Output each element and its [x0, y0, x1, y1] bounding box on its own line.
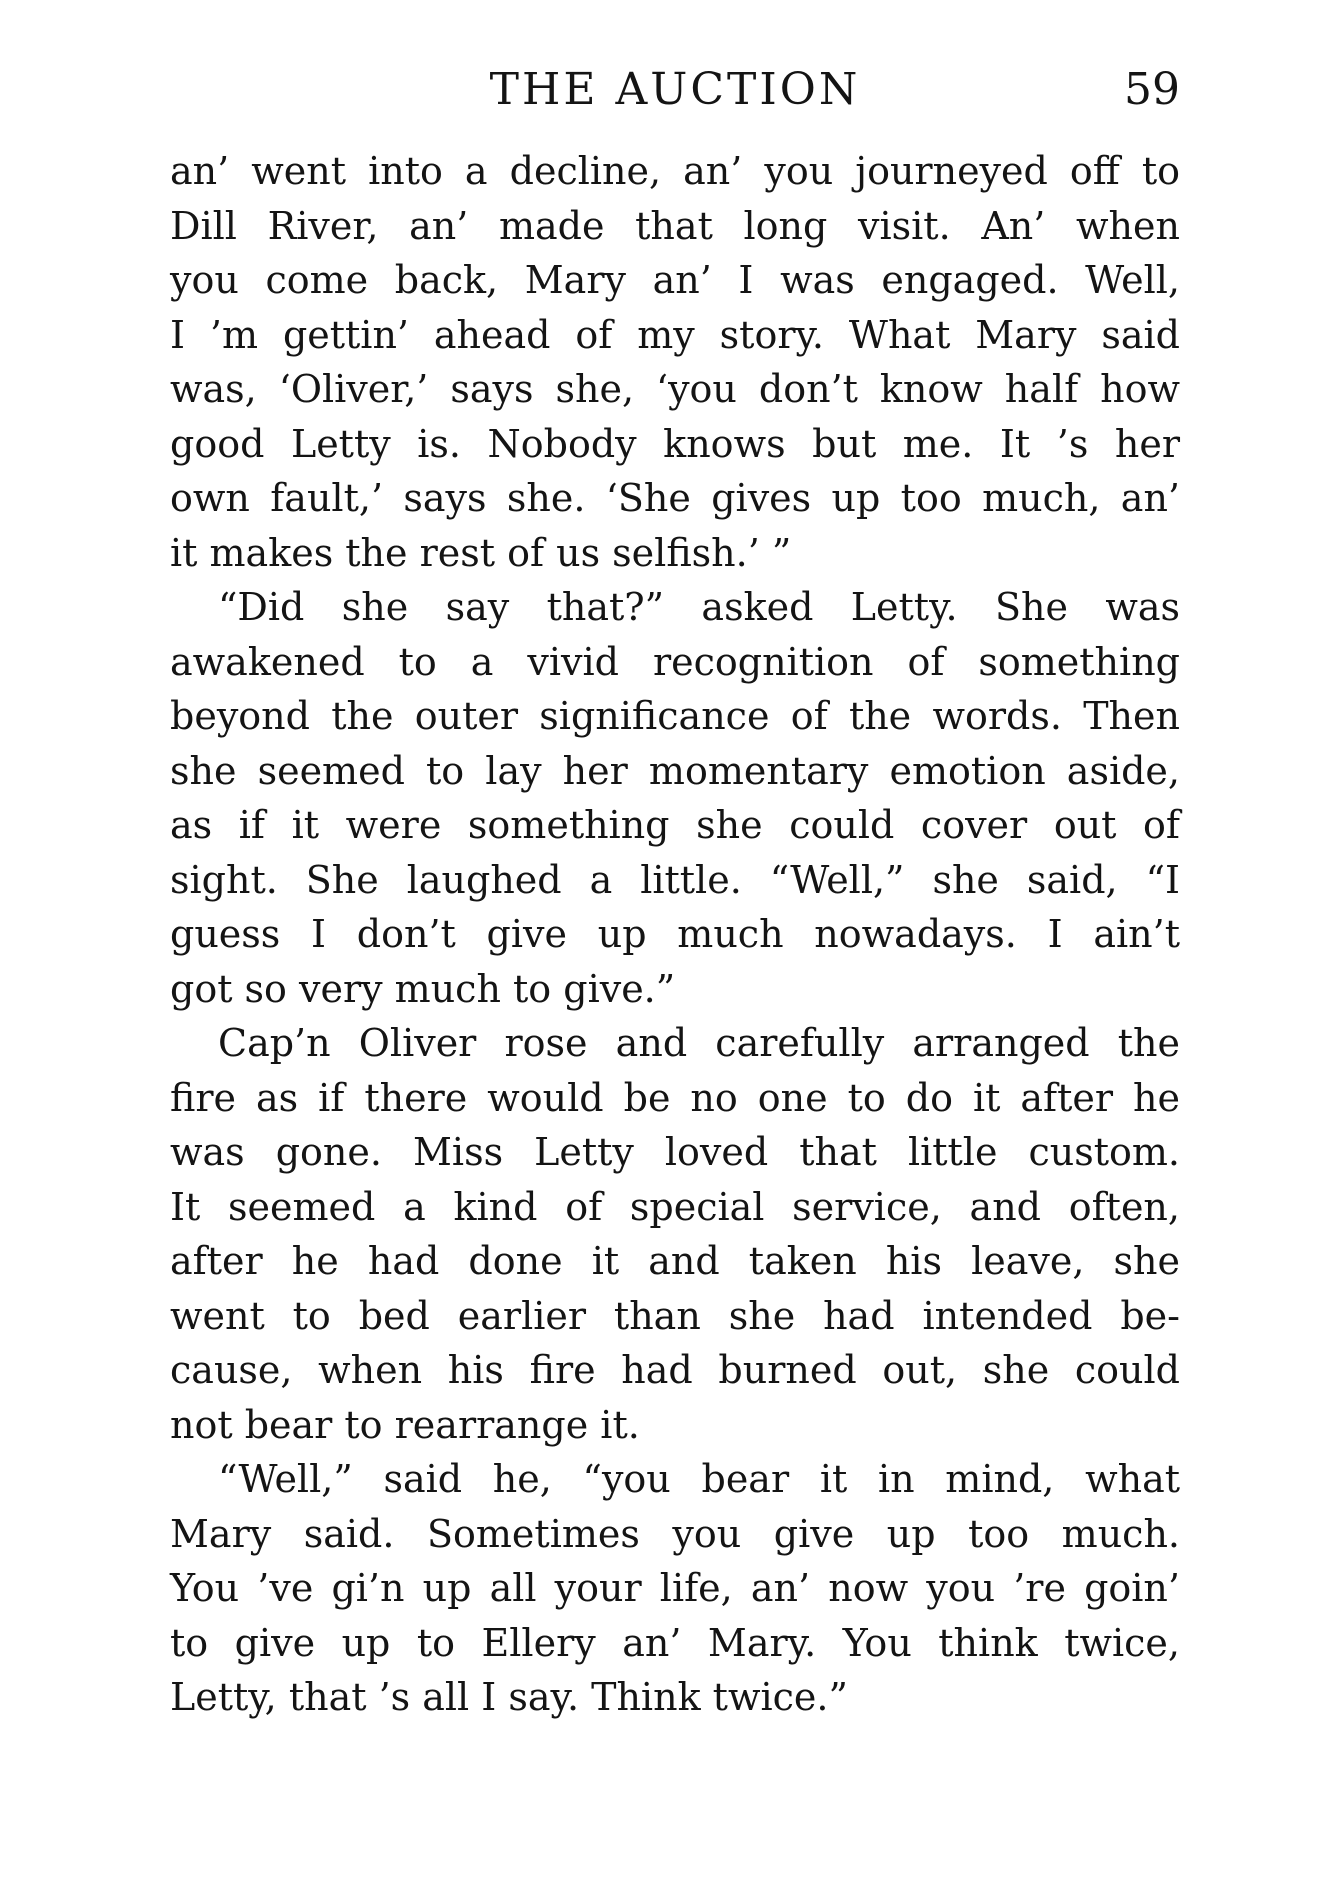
body-text [170, 144, 1180, 1725]
text-line: after he had done it and taken his leave, she [170, 1239, 1180, 1283]
text-line: you come back, Mary an’ I was engaged. Well, [170, 258, 1180, 302]
text-line: sight. She laughed a little. “Well,” she said, “I [170, 857, 1180, 902]
text-line: It seemed a kind of special service, and often, [170, 1184, 1180, 1229]
text-line: Mary said. Sometimes you give up too much. [170, 1511, 1180, 1556]
text-line: as if it were something she could cover out of [170, 803, 1180, 847]
text-line: “Did she say that?” asked Letty. She was [218, 585, 1180, 629]
text-line: not bear to rearrange it. [170, 1402, 640, 1447]
running-title: THE AUCTION [489, 64, 861, 115]
text-line: was, ‘Oliver,’ says she, ‘you don’t know half how [170, 367, 1180, 411]
text-line: got so very much to give.” [170, 966, 676, 1011]
text-line: awakened to a vivid recognition of something [170, 639, 1180, 684]
text-line: an’ went into a decline, an’ you journeyed off to [170, 149, 1180, 193]
text-line: Cap’n Oliver rose and carefully arranged the [218, 1021, 1180, 1065]
page-number: 59 [1124, 64, 1180, 115]
text-line: “Well,” said he, “you bear it in mind, what [218, 1457, 1180, 1501]
running-head [170, 62, 1180, 118]
paragraph-2 [170, 580, 1180, 1016]
text-line: You ’ve gi’n up all your life, an’ now you ’re goin’ [170, 1566, 1180, 1610]
text-line: it makes the rest of us selfish.’ ” [170, 530, 792, 575]
text-line: guess I don’t give up much nowadays. I ain’t [170, 912, 1180, 956]
text-line: beyond the outer significance of the words. Then [170, 694, 1180, 738]
text-line: cause, when his fire had burned out, she could [170, 1348, 1180, 1392]
text-line: to give up to Ellery an’ Mary. You think twice, [170, 1620, 1180, 1665]
text-line: fire as if there would be no one to do it after he [170, 1075, 1180, 1120]
text-line: was gone. Miss Letty loved that little custom. [170, 1130, 1180, 1174]
text-line: own fault,’ says she. ‘She gives up too much, an’ [170, 476, 1180, 520]
text-line: good Letty is. Nobody knows but me. It ’s her [170, 421, 1180, 466]
text-line: she seemed to lay her momentary emotion aside, [170, 748, 1180, 793]
text-line: Dill River, an’ made that long visit. An’ when [170, 203, 1180, 248]
text-line: I ’m gettin’ ahead of my story. What Mary said [170, 312, 1180, 357]
paragraph-1 [170, 144, 1180, 580]
text-line: Letty, that ’s all I say. Think twice.” [170, 1675, 848, 1719]
text-line: went to bed earlier than she had intended be- [170, 1293, 1180, 1338]
paragraph-3 [170, 1016, 1180, 1452]
paragraph-4 [170, 1452, 1180, 1725]
